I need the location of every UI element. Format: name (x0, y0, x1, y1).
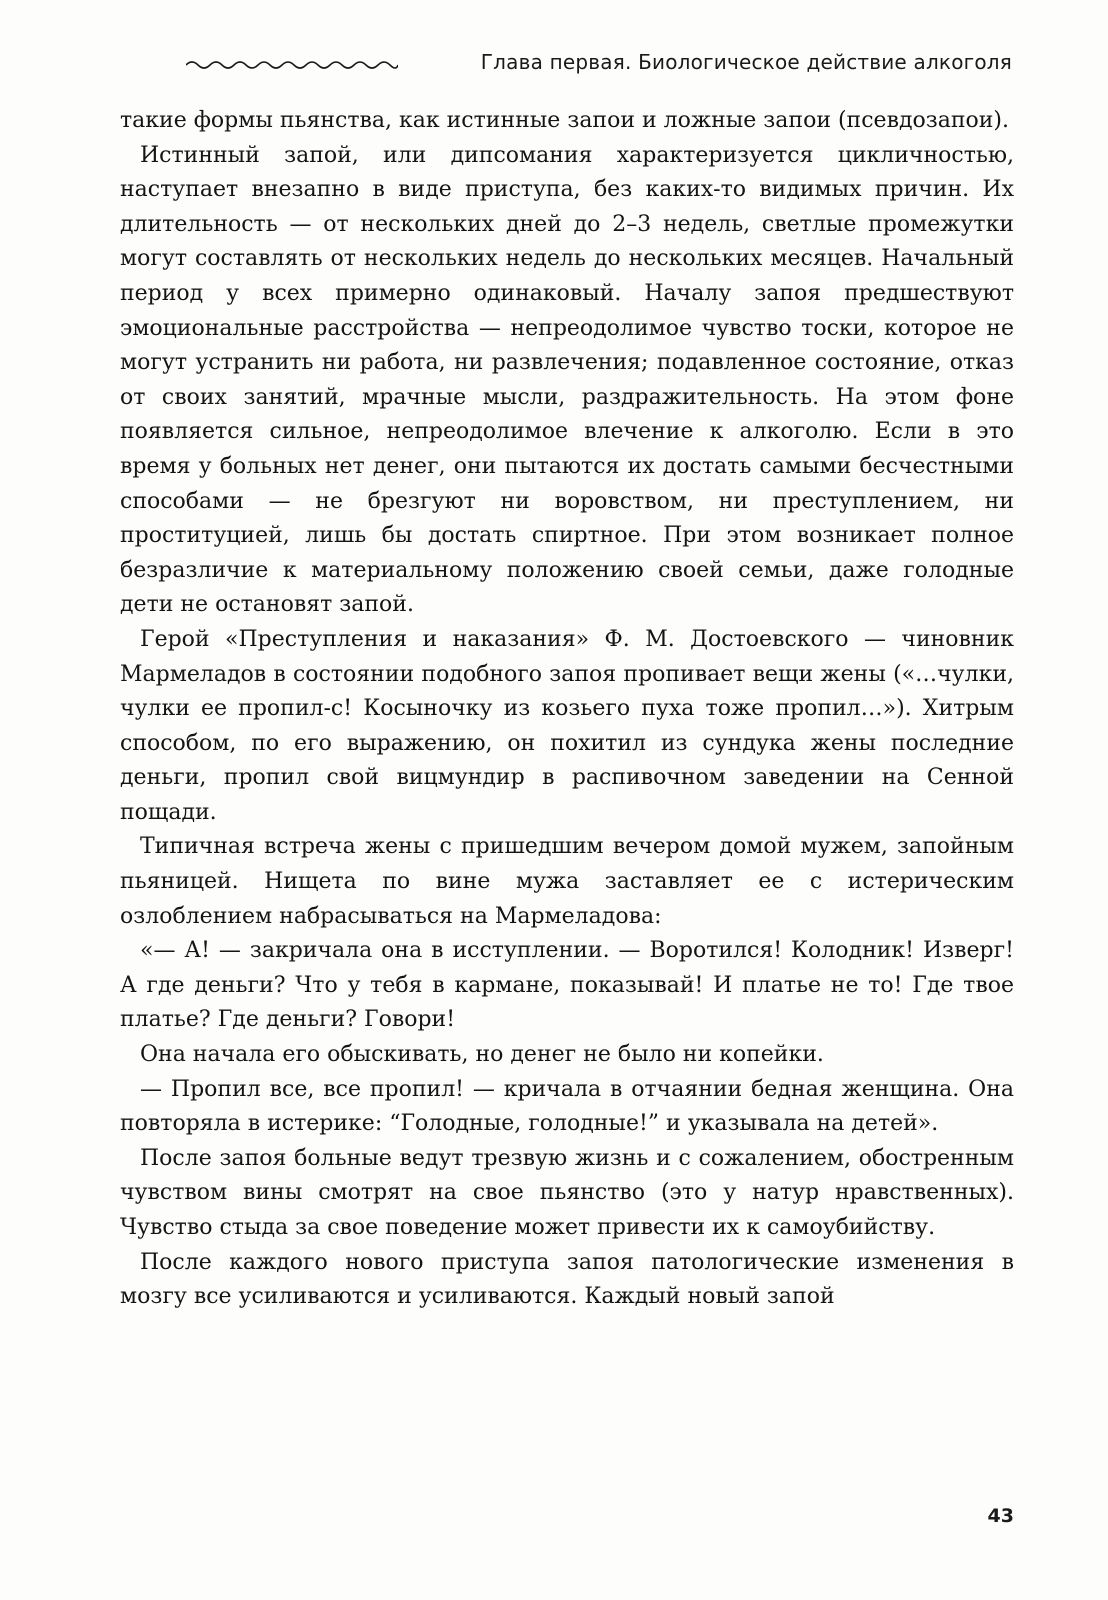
paragraph-after-binge: После запоя больные ведут трезвую жизнь и с сожалением, обостренным чувством вины смотрят на свое пьянство (это у натур нравственных). Чувство стыда за свое поведение может привести их к самоубийству. (120, 1145, 1014, 1240)
paragraph-brain-changes: После каждого нового приступа запоя патологические изменения в мозгу все усиливаются и усиливаются. Каждый новый запой (120, 1249, 1014, 1310)
page-number: 43 (987, 1505, 1014, 1527)
paragraph-dostoevsky-hero: Герой «Преступления и наказания» Ф. М. Достоевского — чиновник Мармеладов в состоянии подобного запоя пропивает вещи жены («…чулки, чулки ее пропил-с! Косыночку из козьего пуха тоже пропил…»). Хитрым способом, по его выражению, он похитил из сундука жены последние деньги, пропил свой вицмундир в распивочном заведении на Сенной пощади. (120, 626, 1014, 825)
running-title: Глава первая. Биологическое действие алкоголя (480, 50, 1012, 74)
running-header (186, 42, 1012, 82)
paragraph-typical-meeting: Типичная встреча жены с пришедшим вечером домой мужем, запойным пьяницей. Нищета по вине мужа заставляет ее с истерическим озлоблением набрасываться на Мармеладова: (120, 834, 1014, 929)
paragraph-true-binge: Истинный запой, или дипсомания характеризуется цикличностью, наступает внезапно в виде приступа, без каких-то видимых причин. Их длительность — от нескольких дней до 2–3 недель, светлые промежутки могут составлять от нескольких недель до нескольких месяцев. Начальный период у всех примерно одинаковый. Началу запоя предшествуют эмоциональные расстройства — непреодолимое чувство тоски, которое не могут устранить ни работа, ни развлечения; подавленное состояние, отказ от своих занятий, мрачные мысли, раздражительность. На этом фоне появляется сильное, непреодолимое влечение к алкоголю. Если в это время у больных нет денег, они пытаются их достать самыми бесчестными способами — не брезгуют ни воровством, ни преступлением, ни проституцией, лишь бы достать спиртное. При этом возникает полное безразличие к материальному положению своей семьи, даже голодные дети не остановят запой. (120, 142, 1014, 618)
quote-paragraph: Она начала его обыскивать, но денег не было ни копейки. (140, 1042, 824, 1068)
paragraph-continued: такие формы пьянства, как истинные запои и ложные запои (псевдозапои). (120, 108, 1010, 133)
wavy-line-ornament (186, 58, 398, 72)
quote-paragraph: «— А! — закричала она в исступлении. — Воротился! Колодник! Изверг! А где деньги? Что у тебя в кармане, показывай! И платье не то! Где твое платье? Где деньги? Говори! (120, 938, 1014, 1033)
quote-paragraph: — Пропил все, все пропил! — кричала в отчаянии бедная женщина. Она повторяла в истерике: “Голодные, голодные!” и указывала на детей». (120, 1076, 1014, 1137)
body-text (120, 104, 1014, 1315)
